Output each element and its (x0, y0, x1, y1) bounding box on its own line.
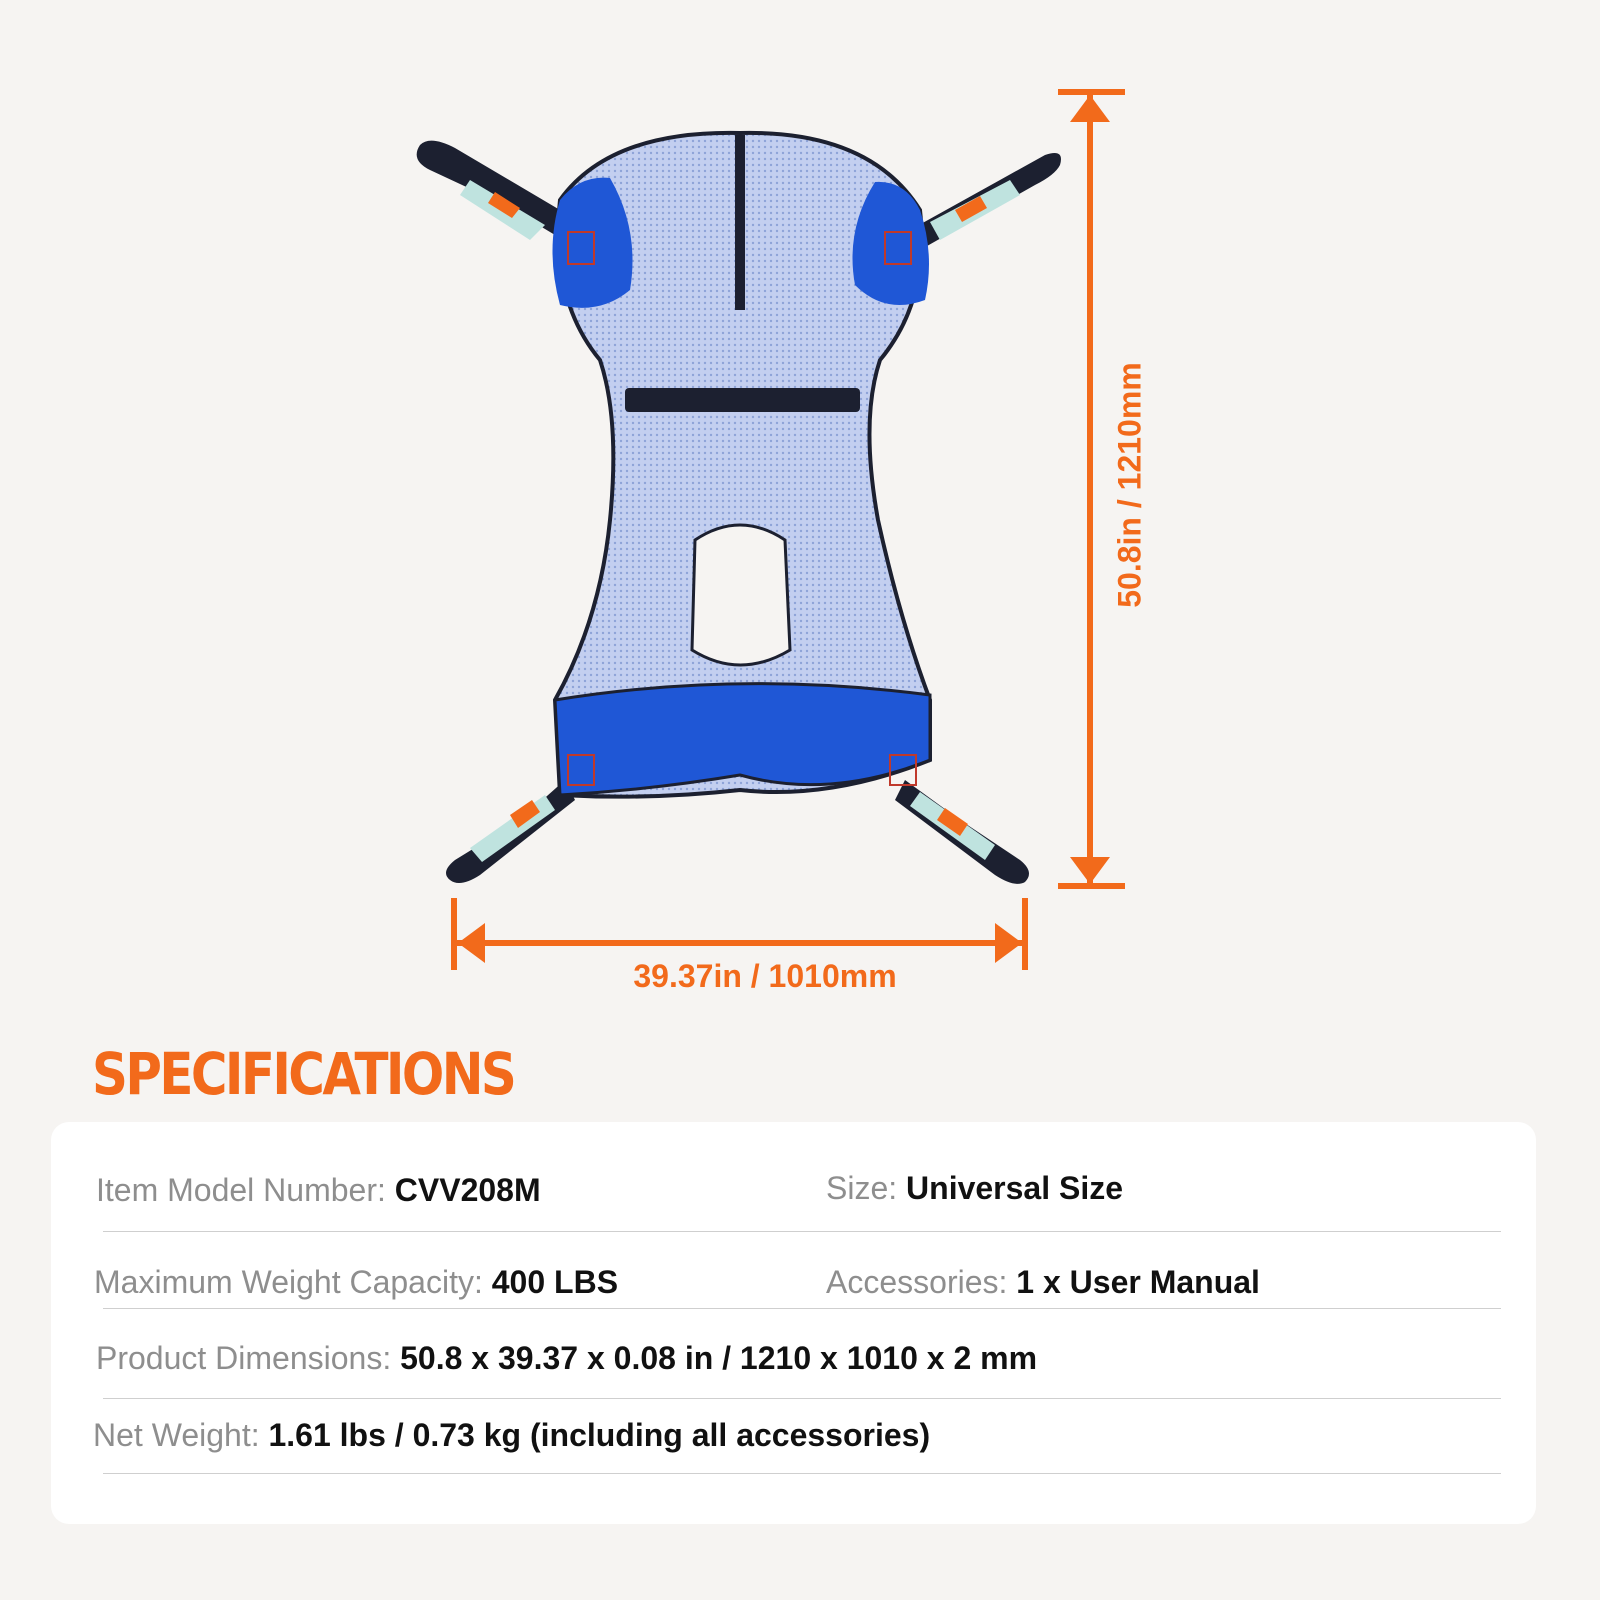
strap-bottom-left (446, 780, 575, 883)
height-dimension-label: 50.8in / 1210mm (1111, 362, 1148, 608)
spec-label: Product Dimensions: (96, 1340, 392, 1376)
spec-divider (103, 1308, 1501, 1309)
strap-bottom-right (895, 780, 1029, 884)
strap-top-left (417, 141, 560, 240)
width-dimension-label: 39.37in / 1010mm (633, 958, 897, 994)
spec-value: CVV208M (394, 1172, 541, 1208)
spec-model-number (96, 1172, 541, 1209)
specifications-heading: SPECIFICATIONS (92, 1040, 515, 1108)
spec-label: Item Model Number: (96, 1172, 386, 1208)
spec-net-weight (93, 1417, 930, 1454)
spec-divider (103, 1231, 1501, 1232)
spec-divider (103, 1473, 1501, 1474)
spec-value: Universal Size (906, 1170, 1124, 1206)
spec-accessories (826, 1264, 1260, 1301)
spec-max-weight (94, 1264, 618, 1301)
specifications-card (51, 1122, 1536, 1524)
spec-value: 50.8 x 39.37 x 0.08 in / 1210 x 1010 x 2 mm (400, 1340, 1038, 1376)
spec-value: 1 x User Manual (1016, 1264, 1260, 1300)
spec-value: 400 LBS (491, 1264, 619, 1300)
sling-body (553, 133, 931, 797)
spec-divider (103, 1398, 1501, 1399)
spec-size (826, 1170, 1123, 1207)
spec-label: Size: (826, 1170, 898, 1206)
spec-product-dimensions (96, 1340, 1037, 1377)
spec-label: Accessories: (826, 1264, 1008, 1300)
spec-label: Net Weight: (93, 1417, 260, 1453)
strap-top-right (910, 153, 1061, 250)
spec-value: 1.61 lbs / 0.73 kg (including all accessories) (268, 1417, 931, 1453)
spec-label: Maximum Weight Capacity: (94, 1264, 483, 1300)
